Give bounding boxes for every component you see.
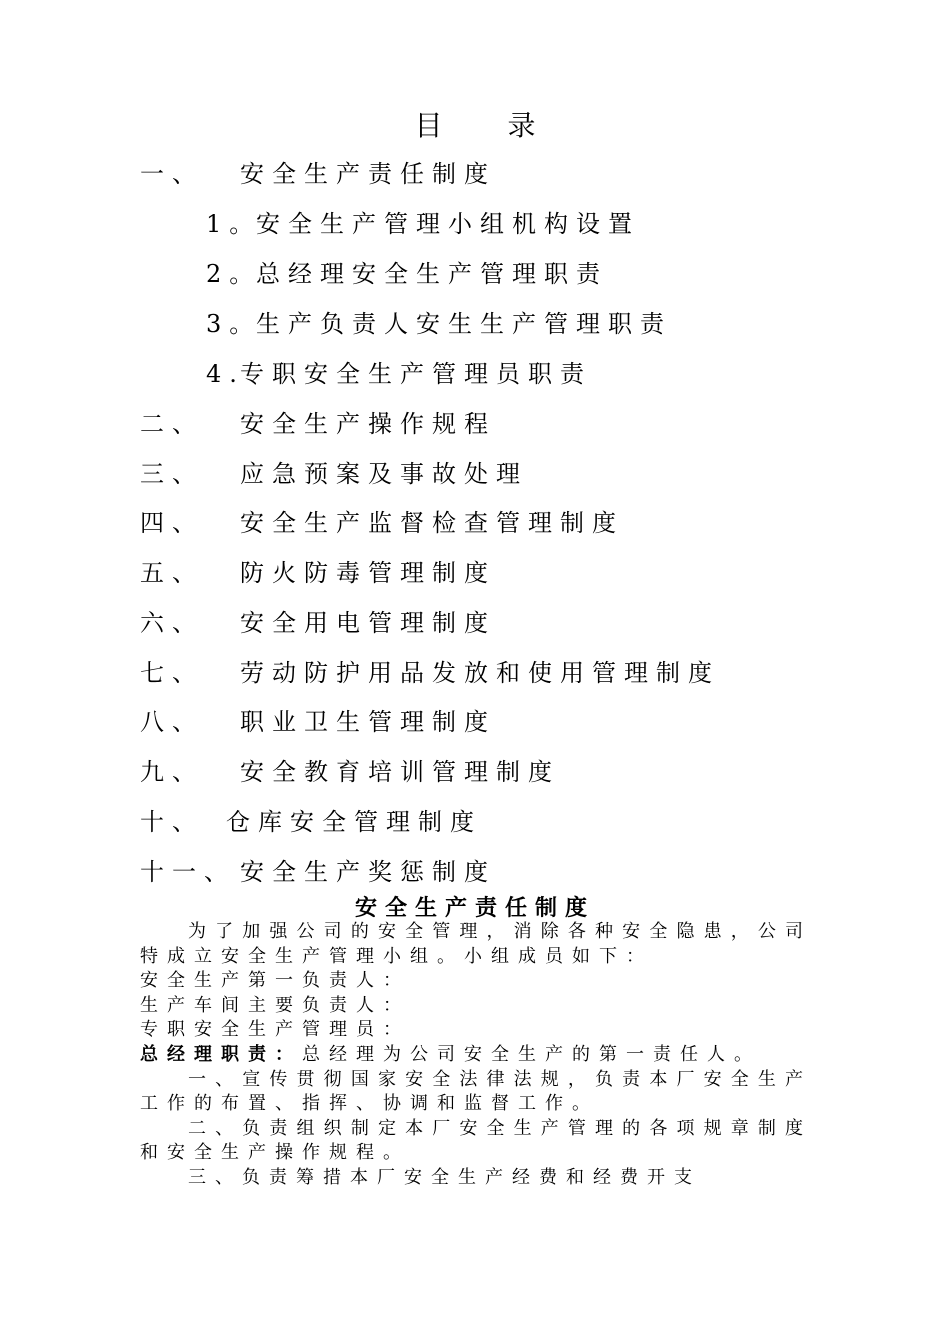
toc-subitem [206, 259, 608, 289]
toc-item [140, 757, 560, 787]
toc-item-number: 五、 [140, 559, 204, 587]
toc-item-number: 一、 [140, 160, 204, 188]
toc-item-number: 四、 [140, 509, 204, 537]
toc-item-text: 生产负责人安生生产管理职责 [256, 310, 672, 338]
toc-item [140, 807, 482, 837]
toc-item-text: 安全生产管理小组机构设置 [256, 210, 640, 238]
toc-item-text: 仓库安全管理制度 [226, 808, 482, 836]
gm-paragraph [140, 1043, 812, 1068]
member-line: 生产车间主要负责人： [140, 994, 410, 1016]
duty-paragraph: 三、负责筹措本厂安全生产经费和经费开支 [188, 1166, 701, 1188]
toc-item [140, 558, 496, 588]
toc-item-text: 总经理安全生产管理职责 [256, 260, 608, 288]
section-title: 安全生产责任制度 [354, 895, 595, 921]
toc-item-text: 安全教育培训管理制度 [240, 758, 560, 786]
gm-text: 总经理为公司安全生产的第一责任人。 [302, 1043, 761, 1065]
toc-item-number: 九、 [140, 758, 204, 786]
toc-item [140, 857, 496, 887]
toc-item [140, 608, 496, 638]
toc-item-number: 八、 [140, 708, 204, 736]
toc-item-number: 十、 [140, 808, 204, 836]
intro-paragraph: 为了加强公司的安全管理，消除各种安全隐患，公司特成立安全生产管理小组。小组成员如下： [140, 921, 812, 967]
toc-item-text: 安全生产监督检查管理制度 [240, 509, 624, 537]
toc-subitem [206, 359, 592, 389]
gm-label: 总经理职责： [140, 1043, 302, 1065]
toc-item-text: 安全生产操作规程 [240, 410, 496, 438]
toc-item-text: 安全生产奖惩制度 [240, 858, 496, 886]
toc-item-number: 七、 [140, 659, 204, 687]
toc-item-text: 劳动防护用品发放和使用管理制度 [240, 659, 720, 687]
toc-item [140, 658, 720, 688]
toc-item-text: 安全用电管理制度 [240, 609, 496, 637]
toc-item [140, 459, 528, 489]
toc-item-number: 1。 [206, 210, 262, 238]
toc-title: 目 录 [414, 109, 564, 142]
toc-item-text: 防火防毒管理制度 [240, 559, 496, 587]
member-line: 专职安全生产管理员： [140, 1019, 410, 1041]
toc-subitem [206, 309, 672, 339]
toc-item-number: 十一、 [140, 858, 236, 886]
toc-item-text: 专职安全生产管理员职责 [240, 360, 592, 388]
toc-item-number: 3。 [206, 310, 262, 338]
toc-item-number: 二、 [140, 410, 204, 438]
member-line: 安全生产第一负责人： [140, 970, 410, 992]
toc-item-text: 安全生产责任制度 [240, 160, 496, 188]
toc-item [140, 409, 496, 439]
section-body [140, 920, 812, 1191]
toc-item [140, 508, 624, 538]
toc-subitem [206, 209, 640, 239]
toc-item-number: 三、 [140, 460, 204, 488]
toc-item-number: 2。 [206, 260, 262, 288]
toc-item [140, 159, 496, 189]
duty-paragraph: 二、负责组织制定本厂安全生产管理的各项规章制度和安全生产操作规程。 [140, 1117, 812, 1164]
toc-item-text: 职业卫生管理制度 [240, 708, 496, 736]
toc-item [140, 707, 496, 737]
toc-item-number: 4. [206, 360, 245, 388]
duty-paragraph: 一、宣传贯彻国家安全法律法规，负责本厂安全生产工作的布置、指挥、协调和监督工作。 [140, 1068, 812, 1115]
toc-item-text: 应急预案及事故处理 [240, 460, 528, 488]
toc-item-number: 六、 [140, 609, 204, 637]
